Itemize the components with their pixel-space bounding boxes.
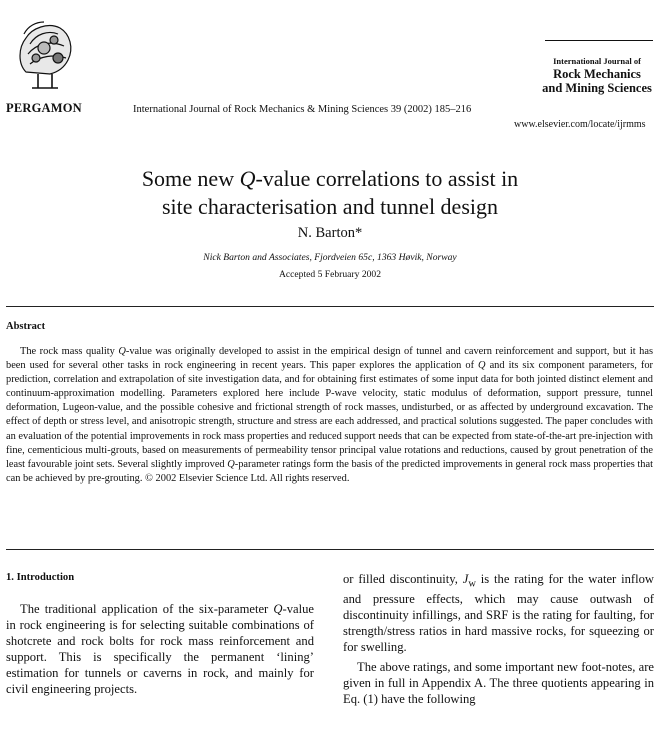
journal-citation: International Journal of Rock Mechanics & Mining Sciences 39 (2002) 185–216 — [133, 104, 472, 115]
abstract-text-2: -value was originally developed to assist in the empirical design of tunnel and cavern reinforcement and support, but it has been used for several other tasks in rock engineering in recent years. This paper explores the application of — [6, 346, 653, 372]
journal-masthead — [540, 57, 654, 96]
title-q: Q — [239, 166, 256, 191]
title-line2: site characterisation and tunnel design — [162, 194, 498, 219]
abstract-body — [6, 345, 653, 486]
jw-symbol: J — [462, 572, 469, 586]
journal-url[interactable]: www.elsevier.com/locate/ijrmms — [514, 119, 646, 130]
publisher-name: PERGAMON — [6, 101, 82, 115]
masthead-rule — [545, 40, 653, 41]
abstract-heading: Abstract — [6, 321, 46, 332]
abstract-bottom-rule — [6, 549, 654, 550]
right-paragraph-1 — [343, 572, 654, 656]
abstract-text-1: The rock mass quality — [20, 346, 119, 357]
abstract-q-2: Q — [478, 360, 486, 372]
masthead-line1: International Journal of — [553, 56, 641, 66]
title-part1: Some new — [141, 166, 240, 191]
masthead-line3: and Mining Sciences — [542, 81, 652, 96]
author-affiliation: Nick Barton and Associates, Fjordveien 65c, 1363 Høvik, Norway — [203, 252, 457, 263]
author-name: N. Barton* — [297, 225, 363, 241]
left-q: Q — [273, 602, 283, 616]
left-column-paragraph — [6, 602, 314, 697]
masthead-line2: Rock Mechanics — [553, 66, 641, 81]
section-heading-introduction: 1. Introduction — [6, 572, 75, 583]
title-part2: -value correlations to assist in — [255, 166, 519, 191]
jw-subscript: w — [468, 578, 476, 590]
article-title — [0, 165, 660, 221]
left-text-2: -value in rock engineering is for selecting suitable combinations of shotcrete and rock bolts for rock mass reinforcement and support. This is specifically the permanent ‘lining’ estimation for tunnels or caverns in rock, and mainly for civil engineering projects. — [6, 602, 314, 696]
right-paragraph-2: The above ratings, and some important new foot-notes, are given in full in Appendix A. The three quotients appearing in Eq. (1) have the following — [343, 660, 654, 706]
abstract-q-3: Q — [227, 458, 235, 470]
right-text-1a: or filled discontinuity, — [343, 572, 463, 586]
right-column — [343, 572, 654, 708]
abstract-text-4: -parameter ratings form the basis of the predicted improvements in general rock mass properties that can be achieved by pre-grouting. © 2002 Elsevier Science Ltd. All rights reserved. — [6, 458, 654, 484]
elsevier-tree-logo — [14, 14, 76, 94]
abstract-text-3: and its six component parameters, for prediction, correlation and extrapolation of site investigation data, and for obtaining first estimates of some input data for both jointed distinct element and continuum-approximation modelling. Parameters explored here include P-wave velocity, static modulus of deformation, support pressure, tunnel deformation, Lugeon-value, and the possible cohesive and frictional strength of rock masses, undisturbed, or as affected by underground excavation. The effect of depth or stress level, and anisotropic strength, structure and stress are each addressed, and practical solutions suggested. The paper concludes with an evaluation of the potential improvements in rock mass properties and reduced support needs that can be expected from state-of-the-art pre-injection with fine, cementicious multi-grouts, based on measurements of permeability tensor principal value rotations and reductions, caused by grout penetration of the least favourable joint sets. Several slightly improved — [6, 360, 653, 470]
left-text-1: The traditional application of the six-parameter — [20, 602, 274, 616]
abstract-top-rule — [6, 306, 654, 307]
right-text-1b: is the rating for the water inflow and pressure effects, which may cause outwash of discontinuity infillings, and SRF is the rating for faulting, for strength/stress ratios in hard massive rocks, for squeezing or for swelling. — [343, 572, 654, 655]
abstract-q-1: Q — [118, 346, 126, 357]
accepted-date: Accepted 5 February 2002 — [278, 269, 382, 280]
